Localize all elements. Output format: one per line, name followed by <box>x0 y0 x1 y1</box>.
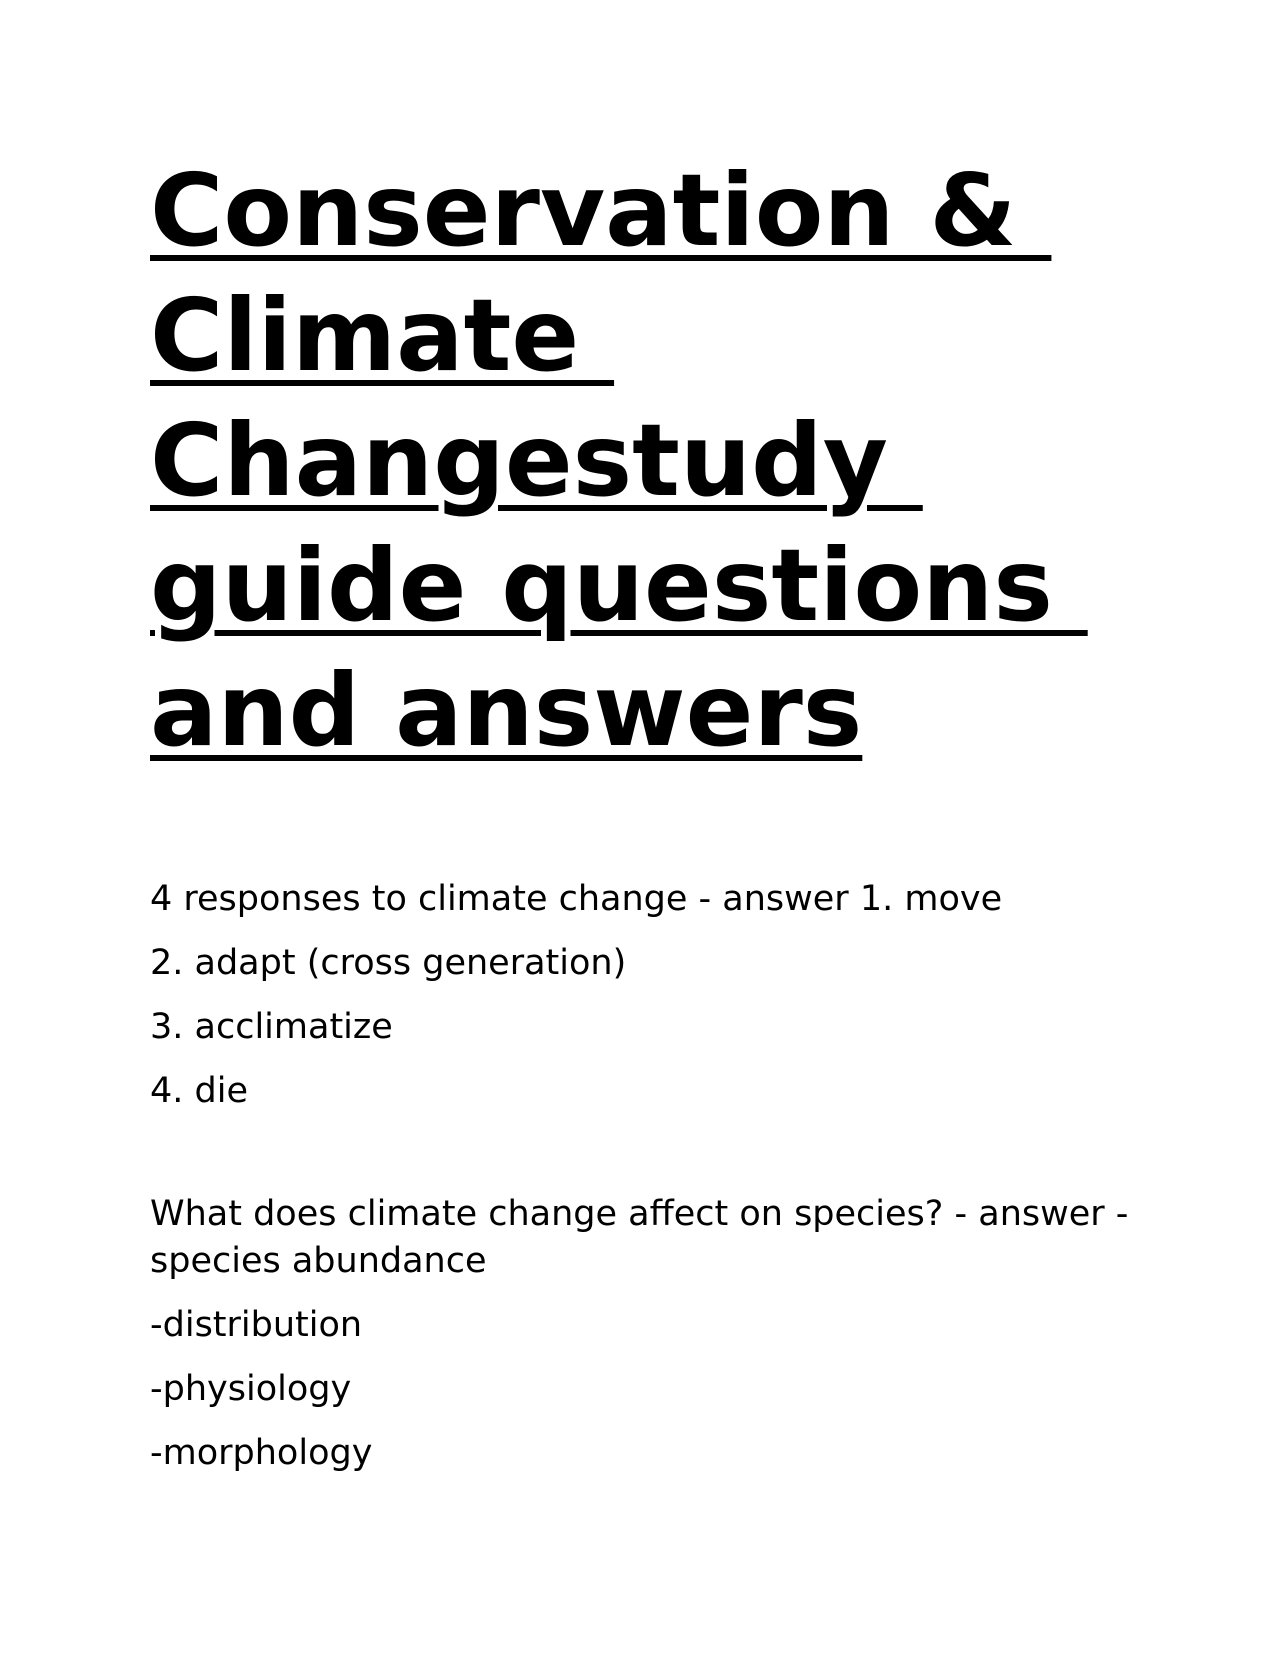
qa-line: 4 responses to climate change - answer 1. move <box>150 879 1003 919</box>
qa-line: -distribution <box>150 1305 363 1345</box>
title-line: and answers <box>150 652 863 769</box>
qa-line: 2. adapt (cross generation) <box>150 943 627 983</box>
qa-section-effects <box>150 1191 1130 1494</box>
title-line: Changestudy <box>150 402 923 519</box>
qa-line: What does climate change affect on species? - answer -species abundance <box>150 1194 1129 1281</box>
document-title <box>150 148 1150 773</box>
qa-line: -morphology <box>150 1433 373 1473</box>
qa-line: -physiology <box>150 1369 352 1409</box>
qa-section-responses <box>150 876 1130 1132</box>
title-line: guide questions <box>150 527 1088 644</box>
title-line: Climate <box>150 277 615 394</box>
qa-line: 4. die <box>150 1071 248 1111</box>
title-line: Conservation & <box>150 152 1052 269</box>
qa-line: 3. acclimatize <box>150 1007 393 1047</box>
